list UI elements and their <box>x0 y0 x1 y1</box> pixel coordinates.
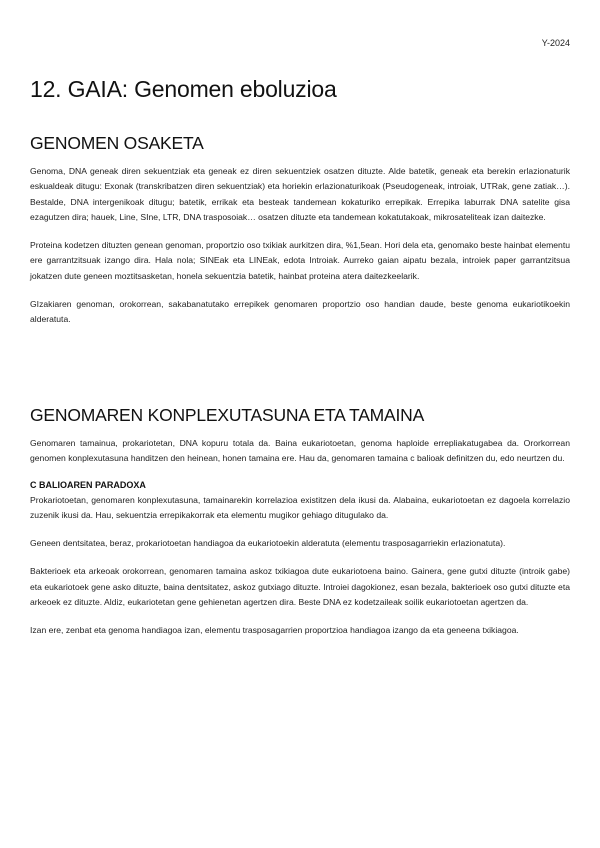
section-genomaren-konplexutasuna <box>30 405 570 652</box>
paragraph: Proteina kodetzen dituzten genean genoman, proportzio oso txikiak aurkitzen dira, %1,5ean. Hori dela eta, genomako beste hainbat elementu ere garrantzitsuak izango dira. Hala nola; SINEak eta LINEak, edota Introiak. Aurreko gaian aipatu bezala, introiek paper garrantzitsua jokatzen dute geneen moztitsasketan, honela sekuentzia batetik, hainbat proteina atera daitezkeelarik. <box>30 240 570 281</box>
header-date: Y-2024 <box>541 38 570 48</box>
paragraph: GIzakiaren genoman, orokorrean, sakabanatutako errepikek genomaren proportzio oso handian daude, beste genoma eukariotikoekin alderatuta. <box>30 299 570 325</box>
paragraph: Genoma, DNA geneak diren sekuentziak eta geneak ez diren sekuentziek osatzen dituzte. Alde batetik, geneak eta berekin erlazionaturik eskualdeak ditugu: Exonak (transkribatzen diren sekuentziak) eta horiekin erlazionaturikoak (Pseudogeneak, introiak, UTRak, gene zatiak…). Bestalde, DNA intergenikoak ditugu; batetik, errikak eta besteak tandemean kokaturiko errepikak. Errepika laburrak DNA satelite gisa ezagutzen dira; hauek, Line, SIne, LTR, DNA trasposoiak… osatzen dituzte eta tandemean kokatutakoak, mikrosateliteak izan daitezke. <box>30 166 570 222</box>
section-genomen-osaketa <box>30 133 570 341</box>
paragraph: Izan ere, zenbat eta genoma handiagoa izan, elementu trasposagarrien proportzioa handiagoa izango da eta geneena txikiagoa. <box>30 625 519 636</box>
paragraph: Prokariotoetan, genomaren konplexutasuna, tamainarekin korrelazioa existitzen dela ikusi da. Alabaina, eukariotoetan ez dagoela korrelazio zuzenik ikusi da. Hau, sekuentzia errepikakorrak eta elementu mugikor gehiago ditugulako da. <box>30 494 570 520</box>
paragraph: Genomaren tamainua, prokariotetan, DNA kopuru totala da. Baina eukariotoetan, genoma haploide errepliakatugabea da. Ororkorrean genomen konplexutasuna handitzen den heinean, honen tamaina ere. Hau da, genomaren tamaina c balioak definitzen du, edo neurtzen du. <box>30 438 570 464</box>
subsection-heading: C BALIOAREN PARADOXA <box>30 479 146 490</box>
section-heading: GENOMEN OSAKETA <box>30 133 204 153</box>
page-title: 12. GAIA: Genomen eboluzioa <box>30 76 337 102</box>
paragraph: Bakterioek eta arkeoak orokorrean, genomaren tamaina askoz txikiagoa dute eukariotoena baino. Gainera, gene gutxi dituzte (introik gabe) eta eukariotoek gene asko dituzte, baina dentsitatez, askoz gutxiago dituzte. Introiei dagokionez, esan bezala, bakterioek oso gutxi dituzte eta arkeoek ez dituzte. Aldiz, eukariotetan gene gehienetan agertzen dira. Beste DNA ez kodetzaileak soilik eukariotoetan agertzen da. <box>30 566 570 608</box>
paragraph: Geneen dentsitatea, beraz, prokariotoetan handiagoa da eukariotoekin alderatuta (elementu trasposagarriekin erlazionatuta). <box>30 538 506 549</box>
section-heading: GENOMAREN KONPLEXUTASUNA ETA TAMAINA <box>30 405 425 425</box>
